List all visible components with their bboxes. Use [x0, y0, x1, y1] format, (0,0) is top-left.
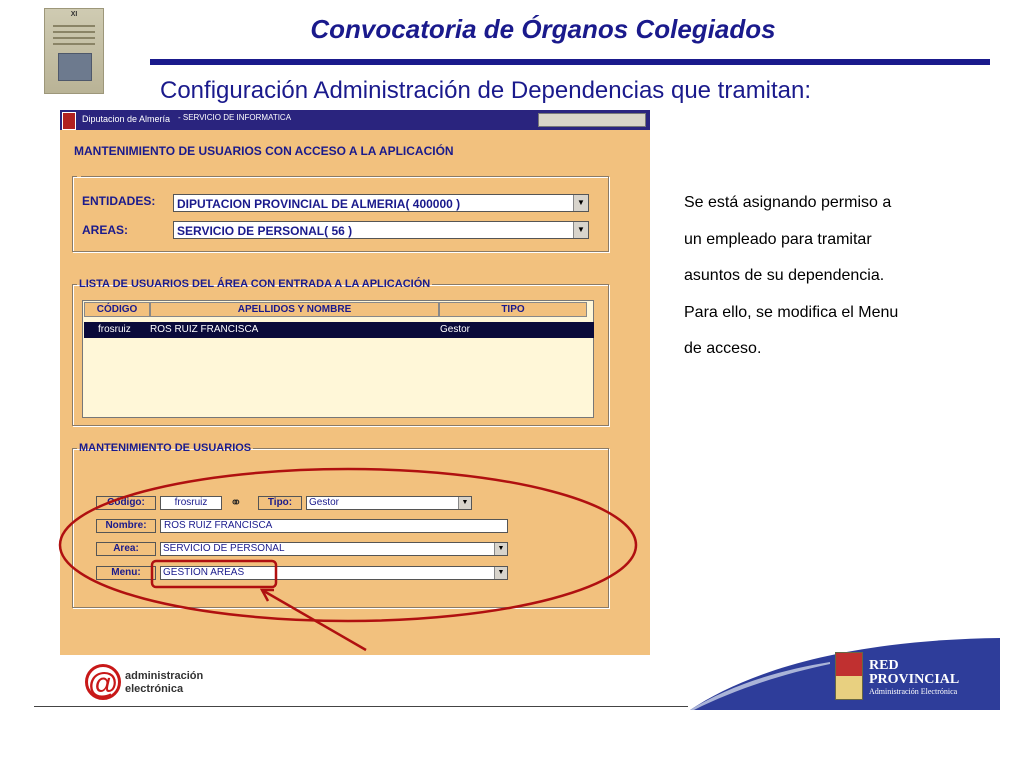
- codigo-input[interactable]: frosruiz: [160, 496, 222, 510]
- chevron-down-icon[interactable]: ▼: [494, 567, 507, 579]
- book-label: XI: [70, 11, 78, 18]
- window-subtitle: - SERVICIO DE INFORMATICA: [178, 113, 292, 122]
- red-logo-line2: PROVINCIAL: [869, 672, 960, 687]
- tipo-value: Gestor: [309, 497, 340, 508]
- areas-label: AREAS:: [82, 223, 129, 237]
- nombre-label: Nombre:: [96, 519, 156, 533]
- window-title: Diputacion de Almería: [82, 114, 171, 124]
- column-header-nombre[interactable]: APELLIDOS Y NOMBRE: [150, 302, 439, 317]
- menu-label: Menu:: [96, 566, 156, 580]
- cell-nombre: ROS RUIZ FRANCISCA: [150, 324, 259, 335]
- note-line: asuntos de su dependencia.: [684, 267, 885, 284]
- entidades-label: ENTIDADES:: [82, 194, 156, 208]
- footer-divider: [34, 706, 688, 707]
- app-heading: MANTENIMIENTO DE USUARIOS CON ACCESO A LA APLICACIÓN: [74, 144, 454, 158]
- column-header-tipo[interactable]: TIPO: [439, 302, 587, 317]
- maintenance-legend: MANTENIMIENTO DE USUARIOS: [79, 442, 252, 454]
- explanation-text: [684, 185, 984, 368]
- slide-title: Convocatoria de Órganos Colegiados: [310, 14, 776, 44]
- codigo-label: Código:: [96, 496, 156, 510]
- entidades-value: DIPUTACION PROVINCIAL DE ALMERIA( 400000 ): [177, 197, 461, 211]
- nombre-input[interactable]: ROS RUIZ FRANCISCA: [160, 519, 508, 533]
- red-logo-line1: RED: [869, 658, 899, 673]
- chevron-down-icon[interactable]: ▼: [458, 497, 471, 509]
- tipo-label: Tipo:: [258, 496, 302, 510]
- highlight-ellipse: [60, 469, 636, 621]
- note-line: Se está asignando permiso a: [684, 194, 892, 211]
- chevron-down-icon[interactable]: ▼: [494, 543, 507, 555]
- area-label: Area:: [96, 542, 156, 556]
- note-line: de acceso.: [684, 340, 762, 357]
- cell-tipo: Gestor: [440, 324, 471, 335]
- cell-codigo: frosruiz: [98, 324, 131, 335]
- menu-value: GESTION AREAS: [163, 567, 245, 578]
- shield-icon: [835, 652, 863, 700]
- red-provincial-logo: [835, 650, 990, 706]
- admin-logo-line2: electrónica: [125, 683, 184, 695]
- at-sign-icon: @: [85, 664, 121, 700]
- user-list-legend: LISTA DE USUARIOS DEL ÁREA CON ENTRADA A LA APLICACIÓN: [79, 278, 431, 290]
- note-line: Para ello, se modifica el Menu: [684, 303, 899, 321]
- areas-value: SERVICIO DE PERSONAL( 56 ): [177, 224, 353, 238]
- chevron-down-icon[interactable]: ▼: [573, 222, 588, 238]
- area-value: SERVICIO DE PERSONAL: [163, 543, 285, 554]
- highlight-box: [152, 561, 276, 587]
- red-logo-line3: Administración Electrónica: [869, 687, 958, 696]
- column-header-codigo[interactable]: CÓDIGO: [84, 302, 150, 317]
- chevron-down-icon[interactable]: ▼: [573, 195, 588, 211]
- note-line: un empleado para tramitar: [684, 230, 872, 248]
- binoculars-icon[interactable]: ⚭: [230, 494, 242, 510]
- slide-subtitle: Configuración Administración de Dependencias que tramitan:: [160, 77, 812, 104]
- admin-logo-line1: administración: [125, 670, 204, 682]
